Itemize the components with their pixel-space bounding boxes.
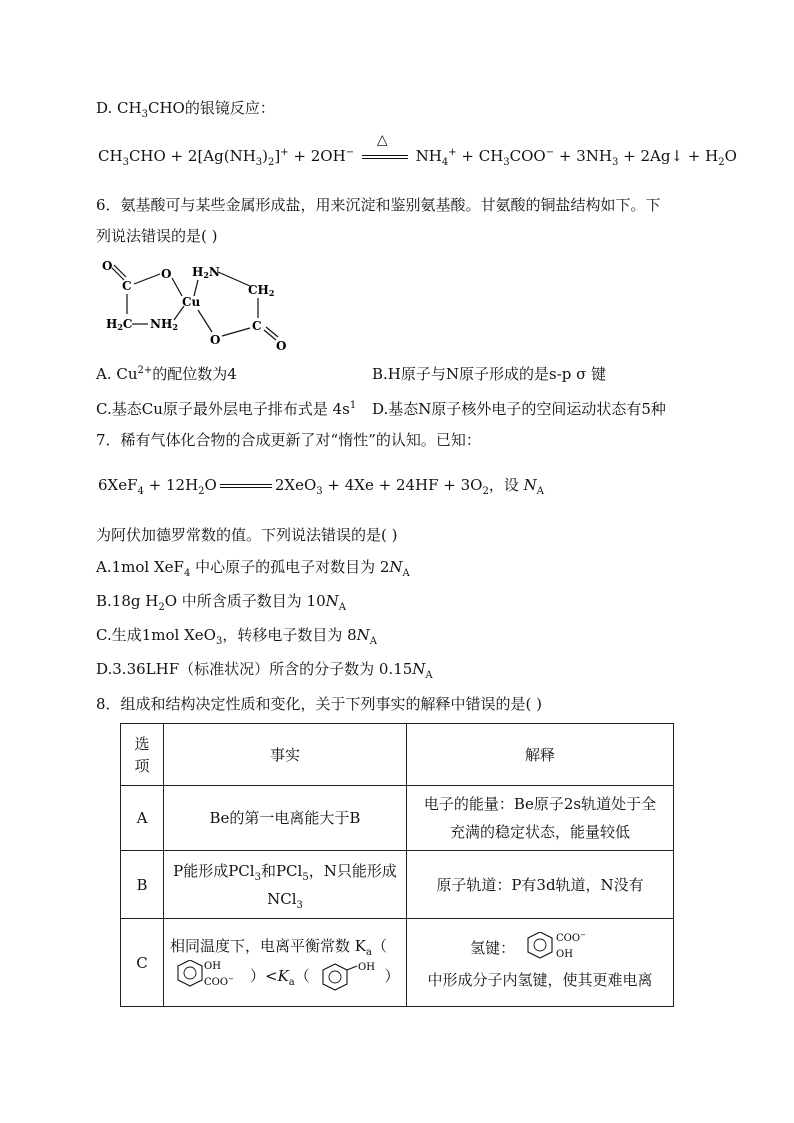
svg-text:OH: OH [555,948,573,960]
struct-c-left: C [122,279,132,293]
struct-c-right: C [252,319,262,333]
row-c-explain: 氢键： COO− OH 中形成分子内氢键，使其更难电离 [407,919,674,1007]
q7-option-c: C.生成1mol XeO$_3$，转移电子数目为 $8N_A$ [96,626,377,647]
svg-text:OH: OH [357,961,375,973]
header-option: 选 项 [121,724,164,786]
q6-stem-line1: 6．氨基酸可与某些金属形成盐，用来沉淀和鉴别氨基酸。甘氨酸的铜盐结构如下。下 [96,196,661,214]
row-b-explain: 原子轨道：P有3d轨道，N没有 [407,851,674,919]
salicylate-hbond-icon [520,932,610,966]
phenol-ring-icon [315,962,385,992]
svg-text:COO−: COO− [204,974,234,988]
q6-option-b: B.H原子与N原子形成的是s-p σ 键 [372,365,607,383]
struct-h2n-right: H2N [192,265,220,280]
q6-option-a: A. $Cu^{2+}$的配位数为4 [96,365,237,383]
q6-stem-line2: 列说法错误的是( ) [96,227,218,245]
q6-option-d: D.基态N原子核外电子的空间运动状态有5种 [372,400,666,418]
header-fact: 事实 [164,724,407,786]
q7-stem-line1: 7．稀有气体化合物的合成更新了对“惰性”的认知。已知： [96,431,481,449]
q5-option-d: D. $CH_3CHO$的银镜反应： [96,99,275,120]
glycine-copper-structure [100,256,290,356]
q5-silver-mirror-equation: $CH_3CHO + 2[Ag(NH_3)_2]^+ + 2OH^-$ △ $NH_4^+ + CH_3COO^- + 3NH_3$ + 2Ag↓ + $H_2O$ [98,132,737,168]
row-a-explain: 电子的能量：Be原子2s轨道处于全 充满的稳定状态，能量较低 [407,786,674,851]
struct-cu: Cu [182,295,201,309]
table-header-row [121,724,674,786]
row-b-fact: P能形成PCl$_3$和PCl$_5$，N只能形成 NCl$_3$ [164,851,407,919]
struct-nh2-left: NH2 [150,317,178,332]
svg-text:COO−: COO− [555,931,586,944]
q8-table [120,723,674,1007]
q8-stem: 8．组成和结构决定性质和变化，关于下列事实的解释中错误的是( ) [96,695,543,713]
row-a-option: A [121,786,164,851]
q7-stem-line3: 为阿伏加德罗常数的值。下列说法错误的是( ) [96,526,398,544]
row-a-fact: Be的第一电离能大于B [164,786,407,851]
svg-text:OH: OH [204,960,221,972]
q7-option-b: B.18g $H_2O$ 中所含质子数目为 $10N_A$ [96,592,346,613]
struct-o-carbonyl-left: O [102,259,113,273]
q7-xef4-equation: $6XeF_4 + 12H_2O$ $2XeO_3 + 4Xe + 24HF + 3O_2$，设 $N_A$ [98,476,545,497]
row-c-fact: 相同温度下，电离平衡常数 $K_a$（ OH COO− ）$<K_a$（ OH ） [164,919,407,1007]
struct-ch2-right: CH2 [248,283,275,298]
table-row [121,919,674,1007]
struct-h2c-left: H2C [106,317,133,332]
q7-option-a: A.1mol XeF$_4$ 中心原子的孤电子对数目为 $2N_A$ [96,558,410,579]
struct-o-left: O [161,267,172,281]
q6-option-c: C.基态Cu原子最外层电子排布式是 $4s^1$ [96,400,357,418]
table-row [121,851,674,919]
table-row [121,786,674,851]
row-b-option: B [121,851,164,919]
struct-o-carbonyl-right: O [276,339,287,353]
q7-option-d: D.3.36LHF（标准状况）所含的分子数为 $0.15N_A$ [96,660,433,681]
salicylate-ring-icon [170,960,250,994]
struct-o-right: O [210,333,221,347]
header-explain: 解释 [407,724,674,786]
row-c-option: C [121,919,164,1007]
